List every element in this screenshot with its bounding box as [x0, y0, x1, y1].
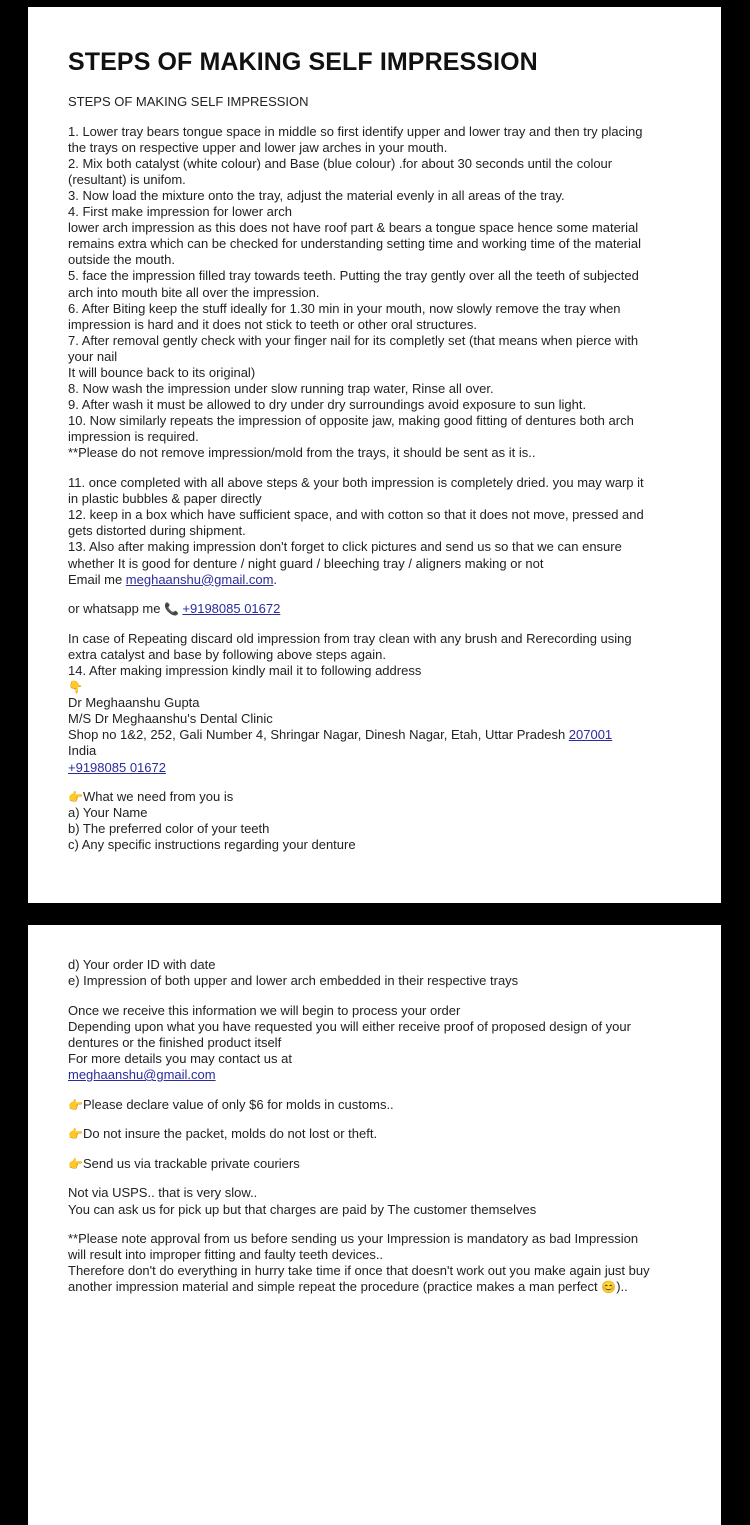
phone-link[interactable]: +9198085 01672 [68, 759, 166, 775]
text-line [68, 601, 701, 617]
text-line: impression is hard and it does not stick to teeth or other oral structures. [68, 316, 477, 332]
smile-icon: 😊 [601, 1280, 617, 1295]
text-line: 2. Mix both catalyst (white colour) and Base (blue colour) .for about 30 seconds until the colour [68, 155, 613, 171]
text-line: remains extra which can be checked for understanding setting time and working time of the material [68, 236, 642, 252]
text-line [68, 1126, 701, 1142]
phone-link[interactable]: +9198085 01672 [182, 601, 281, 617]
paragraph [68, 1231, 701, 1295]
text-line: 8. Now wash the impression under slow running trap water, Rinse all over. [68, 381, 494, 397]
text-segment: ).. [616, 1279, 628, 1295]
text-line: lower arch impression as this does not have roof part & bears a tongue space hence some material [68, 220, 639, 236]
phone-icon: 📞 [164, 602, 183, 617]
text-line: 6. After Biting keep the stuff ideally for 1.30 min in your mouth, now slowly remove the tray when [68, 300, 621, 316]
text-line [68, 1156, 701, 1172]
paragraph [68, 1126, 701, 1142]
document-page-1 [28, 7, 721, 903]
text-line: Not via USPS.. that is very slow.. [68, 1185, 258, 1201]
pointing-down-icon: 👇 [68, 680, 83, 695]
text-line: M/S Dr Meghaanshu's Dental Clinic [68, 711, 273, 727]
text-line: (resultant) is unifom. [68, 171, 186, 187]
text-line [68, 1279, 701, 1295]
text-line: 7. After removal gently check with your finger nail for its completly set (that means when pierce with [68, 332, 639, 348]
text-line: For more details you may contact us at [68, 1050, 292, 1066]
paragraph [68, 631, 701, 776]
text-line: 4. First make impression for lower arch [68, 204, 292, 220]
text-line: gets distorted during shipment. [68, 523, 246, 539]
text-line: 1. Lower tray bears tongue space in middle so first identify upper and lower tray and then try placing [68, 123, 643, 139]
page-title: STEPS OF MAKING SELF IMPRESSION [68, 48, 538, 76]
text-line: India [68, 743, 97, 759]
text-line: e) Impression of both upper and lower arch embedded in their respective trays [68, 973, 519, 989]
text-line: the trays on respective upper and lower jaw arches in your mouth. [68, 139, 448, 155]
text-line: will result into improper fitting and faulty teeth devices.. [68, 1247, 384, 1263]
paragraph [68, 475, 701, 588]
text-segment: Please declare value of only $6 for molds in customs.. [82, 1096, 394, 1112]
paragraph [68, 1156, 701, 1172]
text-line: **Please do not remove impression/mold from the trays, it should be sent as it is.. [68, 445, 536, 461]
paragraph [68, 1003, 701, 1083]
pointing-right-icon: 👉 [68, 1127, 83, 1142]
text-line: impression is required. [68, 429, 199, 445]
paragraph [68, 124, 701, 462]
text-line: It will bounce back to its original) [68, 365, 256, 380]
text-line [68, 760, 701, 776]
page-1-body [68, 94, 701, 854]
text-line: Dr Meghaanshu Gupta [68, 695, 200, 711]
text-segment: Shop no 1&2, 252, Gali Number 4, Shringar Nagar, Dinesh Nagar, Etah, Uttar Pradesh [68, 727, 569, 743]
text-line: arch into mouth bite all over the impression. [68, 284, 320, 300]
page-2-body [68, 957, 701, 1296]
text-line: dentures or the finished product itself [68, 1034, 282, 1050]
postal-code-link[interactable]: 207001 [568, 727, 613, 743]
paragraph [68, 1097, 701, 1113]
text-line: In case of Repeating discard old impression from tray clean with any brush and Rerecording using [68, 630, 632, 646]
paragraph [68, 94, 701, 110]
text-line: STEPS OF MAKING SELF IMPRESSION [68, 94, 309, 109]
text-segment: Email me [68, 571, 126, 587]
text-line: in plastic bubbles & paper directly [68, 491, 262, 507]
text-line: 13. Also after making impression don't forget to click pictures and send us so that we can ensure [68, 539, 622, 555]
text-line: extra catalyst and base by following above steps again. [68, 646, 386, 662]
document-page-2 [28, 925, 721, 1525]
pointing-right-icon: 👉 [68, 1156, 83, 1171]
text-line [68, 727, 701, 743]
text-line [68, 572, 701, 588]
text-line: 9. After wash it must be allowed to dry under dry surroundings avoid exposure to sun light. [68, 397, 587, 413]
text-line: b) The preferred color of your teeth [68, 821, 270, 837]
text-line [68, 1097, 701, 1113]
text-line [68, 1067, 701, 1083]
text-segment: . [273, 571, 278, 587]
text-line: 14. After making impression kindly mail it to following address [68, 663, 422, 678]
text-segment: What we need from you is [82, 789, 234, 805]
text-line: 12. keep in a box which have sufficient space, and with cotton so that it does not move, pressed and [68, 507, 644, 523]
paragraph [68, 789, 701, 853]
email-link[interactable]: meghaanshu@gmail.com [68, 1067, 216, 1083]
text-segment: another impression material and simple repeat the procedure (practice makes a man perfect [68, 1279, 602, 1295]
text-line: 11. once completed with all above steps & your both impression is completely dried. you may warp it [68, 475, 644, 491]
text-line: Depending upon what you have requested you will either receive proof of proposed design of your [68, 1018, 631, 1034]
text-line: d) Your order ID with date [68, 957, 216, 972]
text-line: 5. face the impression filled tray towards teeth. Putting the tray gently over all the teeth of subjected [68, 268, 639, 284]
text-line: c) Any specific instructions regarding your denture [68, 837, 356, 853]
text-line: 3. Now load the mixture onto the tray, adjust the material evenly in all areas of the tray. [68, 187, 565, 203]
text-line: outside the mouth. [68, 252, 175, 268]
paragraph [68, 601, 701, 617]
text-line: whether It is good for denture / night guard / bleeching tray / aligners making or not [68, 555, 544, 571]
text-segment: Send us via trackable private couriers [82, 1155, 300, 1171]
text-line [68, 679, 701, 695]
text-line: 10. Now similarly repeats the impression of opposite jaw, making good fitting of dentures both arch [68, 413, 634, 429]
email-link[interactable]: meghaanshu@gmail.com [125, 571, 274, 587]
text-line: Once we receive this information we will begin to process your order [68, 1002, 461, 1018]
text-line: You can ask us for pick up but that charges are paid by The customer themselves [68, 1201, 537, 1217]
text-segment: Do not insure the packet, molds do not lost or theft. [82, 1126, 378, 1142]
text-line: **Please note approval from us before sending us your Impression is mandatory as bad Impression [68, 1231, 639, 1247]
paragraph [68, 1185, 701, 1217]
pointing-right-icon: 👉 [68, 790, 83, 805]
paragraph [68, 957, 701, 989]
text-line: your nail [68, 348, 118, 364]
text-line [68, 789, 701, 805]
text-line: Therefore don't do everything in hurry take time if once that doesn't work out you make again just buy [68, 1263, 650, 1279]
text-line: a) Your Name [68, 805, 148, 821]
pointing-right-icon: 👉 [68, 1097, 83, 1112]
text-segment: or whatsapp me [68, 601, 165, 617]
